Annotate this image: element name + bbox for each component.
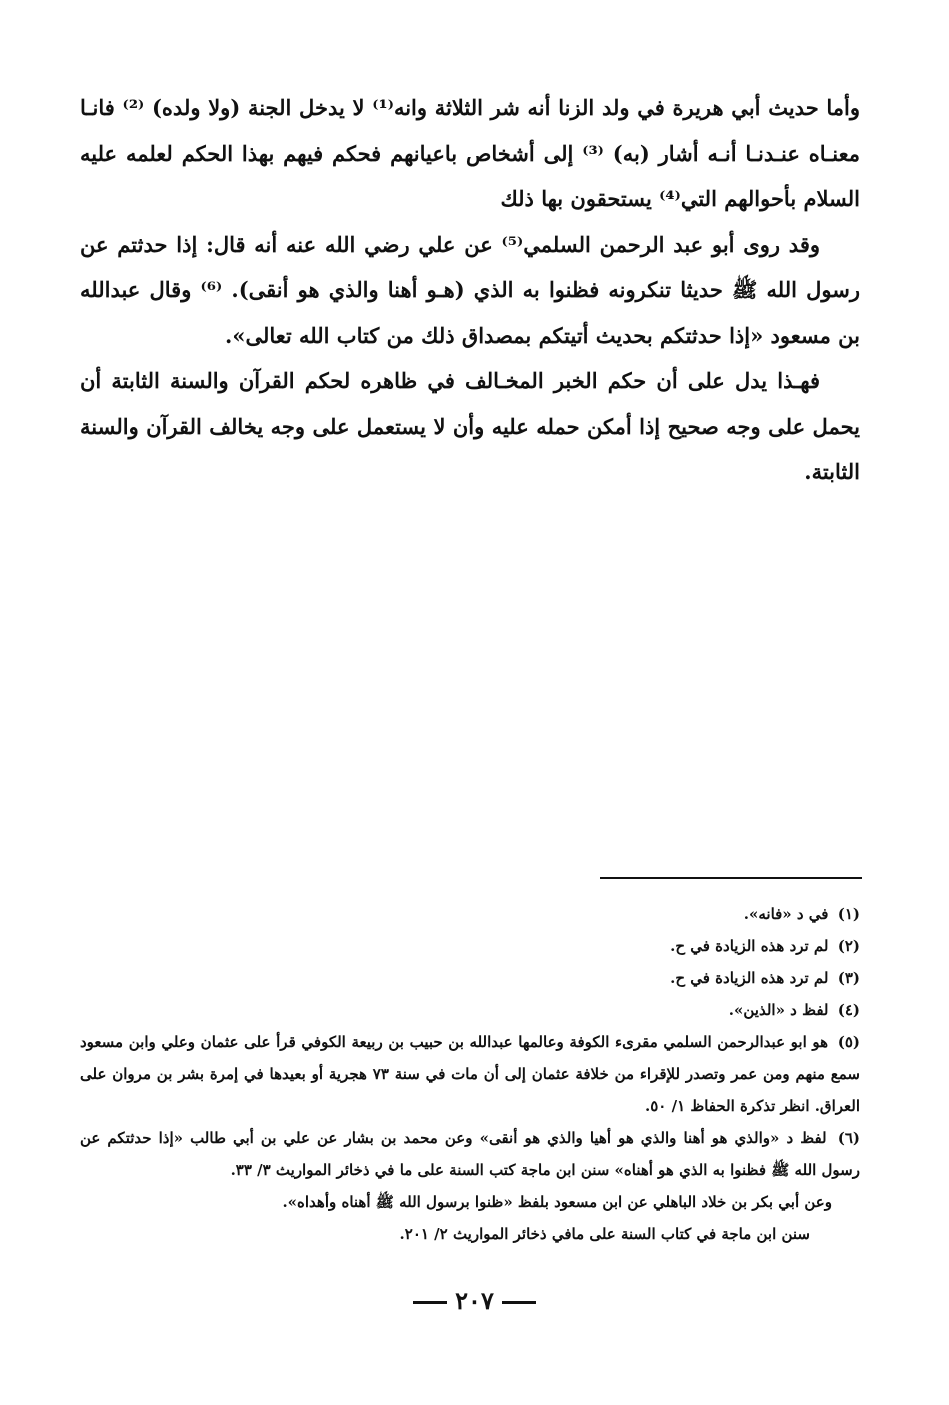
footnote-number: (٥): [837, 1033, 860, 1051]
footnote-text: لفظ د «الذين».: [728, 1001, 829, 1019]
footnote-text: لفظ د «والذي هو أهنا والذي هو أهيا والذي هو أنقى» وعن محمد بن بشار عن علي بن أبي طالب «إذا حدثتكم عن رسول الله ﷺ فظنوا به الذي هو أهناه» سنن ابن ماجة كتب السنة على ما في ذخائر المواريث ٣/ ٣٣.: [80, 1129, 860, 1179]
footnote-6-continuation: وعن أبي بكر بن خلاد الباهلي عن ابن مسعود بلفظ «ظنوا برسول الله ﷺ أهناه وأهداه».: [282, 1193, 832, 1211]
footnote-number: (٦): [837, 1129, 860, 1147]
footnote-text: في د «فانه».: [743, 905, 829, 923]
footnote-number: (٤): [837, 1001, 860, 1019]
footnote-divider: [600, 877, 862, 879]
page-number: [0, 1286, 949, 1315]
page-number-dash: [502, 1301, 536, 1304]
footnote-number: (٣): [837, 969, 860, 987]
footnote-number: (١): [837, 905, 860, 923]
footnote-number: (٢): [837, 937, 860, 955]
footnote-6: [80, 1122, 860, 1186]
paragraph-2: وقد روى أبو عبد الرحمن السلمي⁽⁵⁾ عن علي رضي الله عنه أنه قال: إذا حدثتم عن رسول الله ﷺ حديثا تنكرونه فظنوا به الذي (هـو أهنا والذي هو أنقى). ⁽⁶⁾ وقال عبدالله بن مسعود «إذا حدثتكم بحديث أتيتكم بمصداق ذلك من كتاب الله تعالى».: [80, 231, 861, 348]
footnote-2: [80, 930, 860, 962]
paragraph-3: فهـذا يدل على أن حكم الخبر المخـالف في ظاهره لحكم القرآن والسنة الثابتة أن يحمل على وجه صحيح إذا أمكن حمله عليه وأن لا يستعمل على وجه يخالف القرآن والسنة الثابتة.: [80, 368, 860, 484]
page-number-dash: [413, 1301, 447, 1304]
footnote-1: [80, 898, 860, 930]
footnote-text: لم ترد هذه الزيادة في ح.: [670, 937, 829, 955]
footnote-5: [80, 1026, 860, 1122]
footnote-3: [80, 962, 860, 994]
paragraph-1: وأما حديث أبي هريرة في ولد الزنا أنه شر الثلاثة وانه⁽¹⁾ لا يدخل الجنة (ولا ولده) ⁽²⁾ فانـا معنـاه عنـدنـا أنـه أشار (به) ⁽³⁾ إلى أشخاص باعيانهم فحكم فيهم بهذا الحكم لعلمه عليه السلام بأحوالهم التي⁽⁴⁾ يستحقون بها ذلك: [80, 95, 861, 211]
footnote-4: [80, 994, 860, 1026]
footnotes-section: [80, 898, 860, 1250]
page-number-value: ٢٠٧: [455, 1286, 494, 1315]
footnote-6-source: سنن ابن ماجة في كتاب السنة على مافي ذخائر المواريث ٢/ ٢٠١.: [399, 1225, 810, 1243]
footnote-text: هو ابو عبدالرحمن السلمي مقرىء الكوفة وعالمها عبدالله بن حبيب بن ربيعة الكوفي قرأ على عثمان وعلي وابن مسعود سمع منهم ومن عمر وتصدر للإقراء من خلافة عثمان إلى أن مات في سنة ٧٣ هجرية أو بعيدها في إمرة بشر بن مروان على العراق. انظر تذكرة الحفاظ ١/ ٥٠.: [80, 1033, 860, 1115]
footnote-text: لم ترد هذه الزيادة في ح.: [670, 969, 829, 987]
main-text-body: [80, 85, 860, 495]
